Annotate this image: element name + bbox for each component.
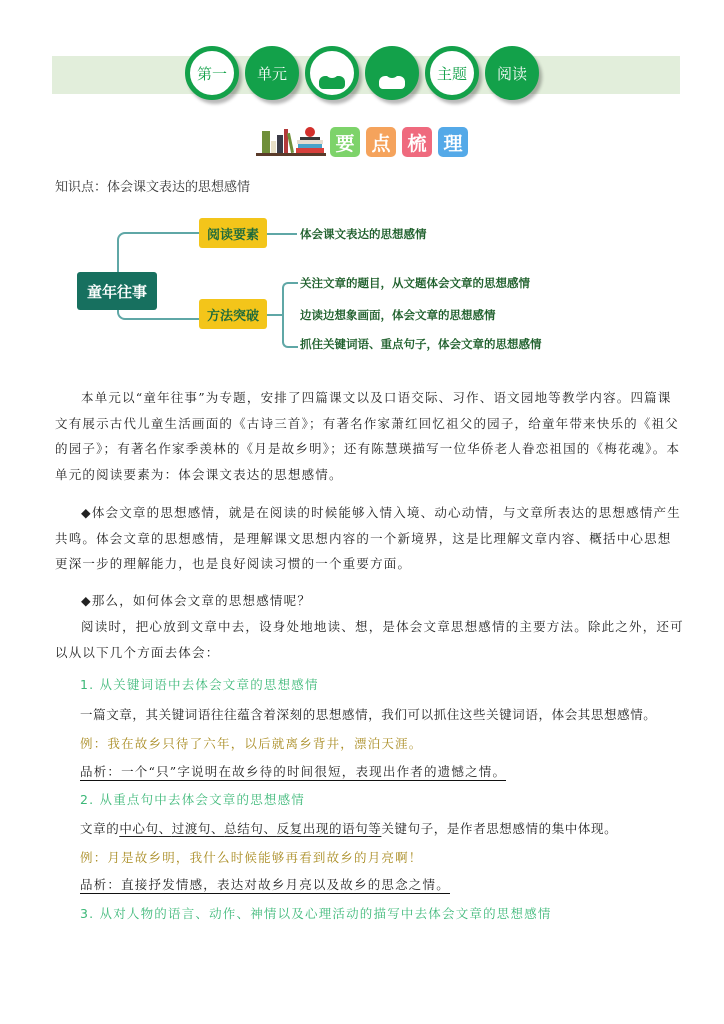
unit-title-circles: [185, 46, 543, 104]
method-intro-paragraph: 阅读时，把心放到文章中去，设身处地地读、想，是体会文章思想感情的主要方法。除此之外，还可以从以下几个方面去体会：: [55, 619, 684, 660]
mind-map: [60, 212, 580, 362]
title-char-3: 梳: [402, 127, 432, 157]
section-heading-3: 3. 从对人物的语言、动作、神情以及心理活动的描写中去体会文章的思想感情: [80, 906, 552, 921]
section-analysis-2: [80, 872, 450, 898]
books-icon: [256, 124, 326, 160]
mindmap-leaf: 体会课文表达的思想感情: [300, 227, 427, 241]
section-heading-1: 1. 从关键词语中去体会文章的思想感情: [80, 677, 319, 692]
section-title: [256, 124, 474, 160]
mound-icon: [379, 76, 405, 89]
circle-unit: [245, 46, 299, 100]
analysis-text: 品析：直接抒发情感，表达对故乡月亮以及故乡的思念之情。: [80, 877, 450, 892]
title-char-4: 理: [438, 127, 468, 157]
text-suffix: 关键句子，是作者思想感情的集中体现。: [381, 821, 618, 836]
key-term: 中心句: [119, 821, 159, 836]
section-example-1: 例：我在故乡只待了六年，以后就离乡背井，漂泊天涯。: [80, 736, 423, 751]
mindmap-root: 童年往事: [77, 272, 157, 310]
text-prefix: 文章的: [80, 821, 120, 836]
bullet-paragraph-2: ◆那么，如何体会文章的思想感情呢？: [81, 593, 312, 608]
analysis-text: 品析：一个“只”字说明在故乡待的时间很短，表现出作者的遗憾之情。: [80, 764, 507, 779]
intro-paragraph: 本单元以“童年往事”为专题，安排了四篇课文以及口语交际、习作、语文园地等教学内容。四篇课文有展示古代儿童生活画面的《古诗三首》；有著名作家萧红回忆祖父的园子，给童年带来快乐的《祖父的园子》；有著名作家季羡林的《月是故乡明》；还有陈慧瑛描写一位华侨老人眷恋祖国的《梅花魂》。本单元的阅读要素为：体会课文表达的思想感情。: [55, 390, 681, 482]
sep: 等: [368, 821, 382, 836]
mindmap-leaf: 抓住关键词语、重点句子，体会文章的思想感情: [300, 337, 542, 351]
bullet-paragraph-1: ◆体会文章的思想感情，就是在阅读的时候能够入情入境、动心动情，与文章所表达的思想感情产生共鸣。体会文章的思想感情，是理解课文思想内容的一个新境界，这是比理解文章内容、概括中心思想更深一步的理解能力，也是良好阅读习惯的一个重要方面。: [55, 505, 681, 571]
title-char-2: 点: [366, 127, 396, 157]
section-example-2: 例：月是故乡明，我什么时候能够再看到故乡的月亮啊！: [80, 850, 423, 865]
key-term: 过渡句: [171, 821, 212, 836]
mindmap-branch-reading-element: 阅读要素: [199, 218, 267, 248]
circle-blank-1: [305, 46, 359, 100]
knowledge-point: 知识点：体会课文表达的思想感情: [55, 180, 251, 195]
sep: 、: [158, 821, 172, 836]
title-char-1: 要: [330, 127, 360, 157]
section-heading-2: 2. 从重点句中去体会文章的思想感情: [80, 792, 306, 807]
sep: 、: [211, 821, 225, 836]
circle-label: 阅读: [496, 64, 527, 83]
mound-icon: [319, 76, 345, 89]
mindmap-branch-method: 方法突破: [199, 299, 267, 329]
circle-label: 主题: [436, 64, 467, 83]
circle-label: 第一: [196, 64, 227, 83]
mindmap-leaf: 关注文章的题目，从文题体会文章的思想感情: [300, 276, 530, 290]
circle-label: 单元: [256, 64, 287, 83]
key-term: 反复出现的语句: [276, 821, 369, 836]
circle-reading: [485, 46, 539, 100]
section-analysis-1: [80, 759, 506, 785]
mindmap-leaf: 边读边想象画面，体会文章的思想感情: [300, 308, 496, 322]
circle-first: [185, 46, 239, 100]
circle-blank-2: [365, 46, 419, 100]
section-text-2: [80, 816, 710, 842]
circle-theme: [425, 46, 479, 100]
section-text-1: 一篇文章，其关键词语往往蕴含着深刻的思想感情，我们可以抓住这些关键词语，体会其思想感情。: [80, 707, 657, 722]
key-term: 总结句: [224, 821, 264, 836]
sep: 、: [263, 821, 277, 836]
